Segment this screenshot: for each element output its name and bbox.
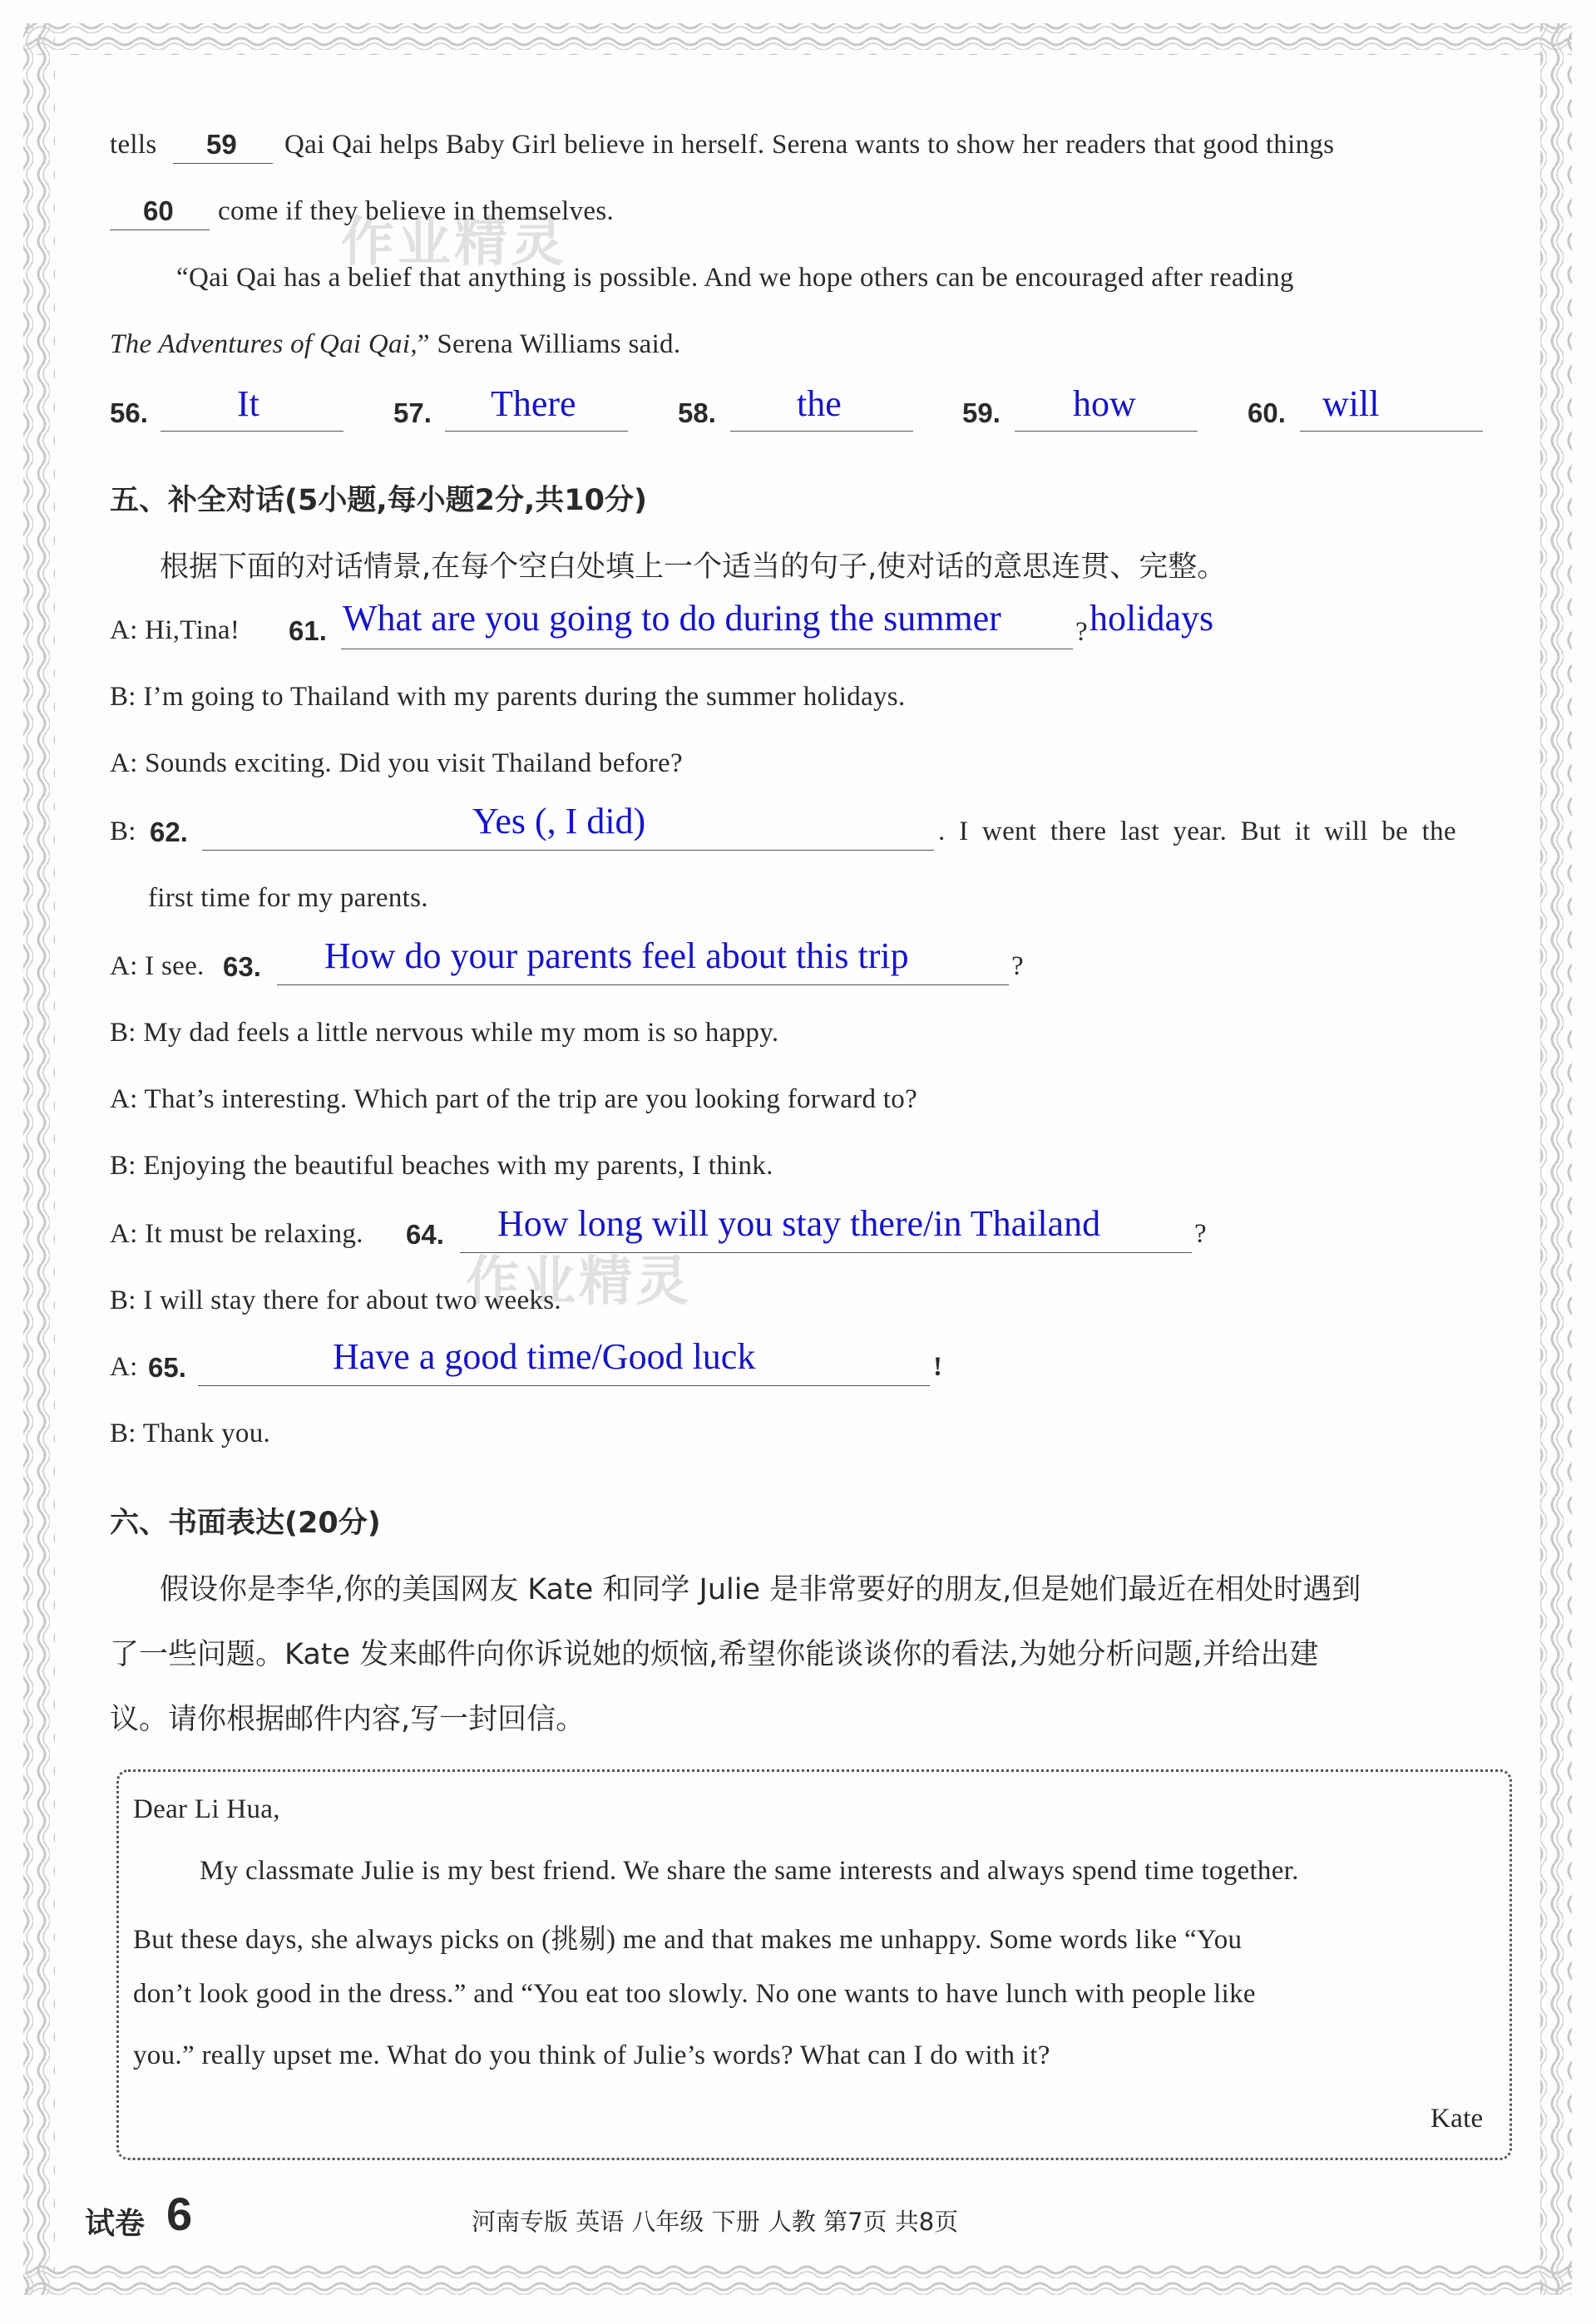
answer-blank [161, 431, 343, 432]
dialogue-line: first time for my parents. [148, 883, 428, 913]
dialogue-line: B: [110, 817, 136, 846]
section-instruction: 根据下面的对话情景,在每个空白处填上一个适当的句子,使对话的意思连贯、完整。 [160, 550, 1227, 584]
handwritten-answer: will [1322, 383, 1380, 424]
handwritten-answer: There [491, 383, 576, 424]
dialogue-line: A: [110, 1352, 138, 1382]
letter-line: But these days, she always picks on (挑剔) me and that makes me unhappy. Some words like “You [133, 1925, 1243, 1955]
question-number: 63. [223, 951, 261, 982]
question-number: 57. [393, 397, 432, 428]
watermark: 作业精灵 [341, 212, 567, 274]
section-title: 五、补全对话(5小题,每小题2分,共10分) [110, 484, 647, 517]
punctuation: ? [1075, 617, 1088, 647]
passage-line: The Adventures of Qai Qai,” Serena Williams said. [110, 329, 681, 359]
handwritten-answer: the [797, 383, 842, 424]
question-number: 59. [962, 397, 1001, 428]
watermark: 作业精灵 [466, 1251, 692, 1313]
answer-blank [730, 431, 913, 432]
answer-blank [1300, 431, 1483, 432]
blank-59 [173, 163, 273, 164]
section-instruction: 议。请你根据邮件内容,写一封回信。 [110, 1703, 586, 1736]
answer-blank [445, 431, 628, 432]
passage-line: Qai Qai helps Baby Girl believe in herself. Serena wants to show her readers that good things [284, 130, 1335, 160]
footer-label: 试卷 [85, 2207, 146, 2241]
question-number: 64. [406, 1219, 444, 1250]
handwritten-answer: Have a good time/Good luck [333, 1336, 756, 1377]
question-number: 61. [289, 615, 327, 646]
punctuation: ! [933, 1352, 943, 1382]
blank-num: 60 [143, 195, 174, 226]
handwritten-answer: Yes (, I did) [472, 801, 646, 841]
passage-line: come if they believe in themselves. [218, 196, 615, 226]
answer-blank [202, 850, 934, 851]
dialogue-line: A: I see. [110, 951, 205, 981]
dialogue-line: B: Enjoying the beautiful beaches with my parents, I think. [110, 1151, 773, 1181]
dialogue-line: . I went there last year. But it will be the [938, 817, 1456, 846]
handwritten-answer: How do your parents feel about this trip [324, 935, 909, 976]
punctuation: ? [1011, 951, 1024, 981]
dialogue-line: A: Hi,Tina! [110, 615, 240, 645]
email-box [116, 1769, 1512, 2160]
dialogue-line: A: Sounds exciting. Did you visit Thailand before? [110, 748, 683, 778]
handwritten-answer: It [237, 383, 259, 424]
footer-page-number: 6 [166, 2188, 193, 2240]
handwritten-answer: What are you going to do during the summer [343, 598, 1001, 639]
dialogue-line: A: It must be relaxing. [110, 1219, 363, 1249]
question-number: 62. [150, 817, 188, 847]
answer-blank [1015, 431, 1198, 432]
section-instruction: 了一些问题。Kate 发来邮件向你诉说她的烦恼,希望你能谈谈你的看法,为她分析问题,并给出建 [110, 1638, 1319, 1671]
passage-line: tells [110, 130, 157, 160]
footer-info: 河南专版 英语 八年级 下册 人教 第7页 共8页 [472, 2208, 959, 2236]
answer-blank [277, 984, 1009, 985]
dialogue-line: B: My dad feels a little nervous while my mom is so happy. [110, 1018, 779, 1048]
question-number: 60. [1248, 397, 1286, 428]
book-title: The Adventures of Qai Qai [110, 329, 411, 359]
passage-line: “Qai Qai has a belief that anything is possible. And we hope others can be encouraged after reading [176, 263, 1294, 293]
dialogue-line: B: Thank you. [110, 1419, 271, 1448]
section-title: 六、书面表达(20分) [110, 1507, 381, 1540]
question-number: 56. [110, 397, 148, 428]
punctuation: ? [1194, 1219, 1207, 1249]
answer-blank [460, 1252, 1192, 1253]
dialogue-line: B: I will stay there for about two weeks. [110, 1285, 561, 1315]
section-instruction: 假设你是李华,你的美国网友 Kate 和同学 Julie 是非常要好的朋友,但是她们最近在相处时遇到 [160, 1573, 1361, 1606]
handwritten-answer: how [1073, 383, 1136, 424]
letter-signature: Kate [1430, 2104, 1484, 2134]
blank-60 [110, 229, 210, 230]
letter-line: don’t look good in the dress.” and “You eat too slowly. No one wants to have lunch with people like [133, 1979, 1256, 2009]
dialogue-line: A: That’s interesting. Which part of the trip are you looking forward to? [110, 1084, 918, 1114]
blank-num: 59 [206, 129, 237, 160]
answer-blank [198, 1385, 930, 1386]
dialogue-line: B: I’m going to Thailand with my parents during the summer holidays. [110, 682, 906, 712]
handwritten-answer: How long will you stay there/in Thailand [497, 1203, 1101, 1244]
letter-greeting: Dear Li Hua, [133, 1794, 280, 1824]
handwritten-answer: holidays [1090, 598, 1214, 639]
letter-line: you.” really upset me. What do you think of Julie’s words? What can I do with it? [133, 2040, 1050, 2070]
question-number: 58. [678, 397, 716, 428]
question-number: 65. [148, 1352, 186, 1383]
letter-line: My classmate Julie is my best friend. We share the same interests and always spend time together. [200, 1856, 1299, 1886]
